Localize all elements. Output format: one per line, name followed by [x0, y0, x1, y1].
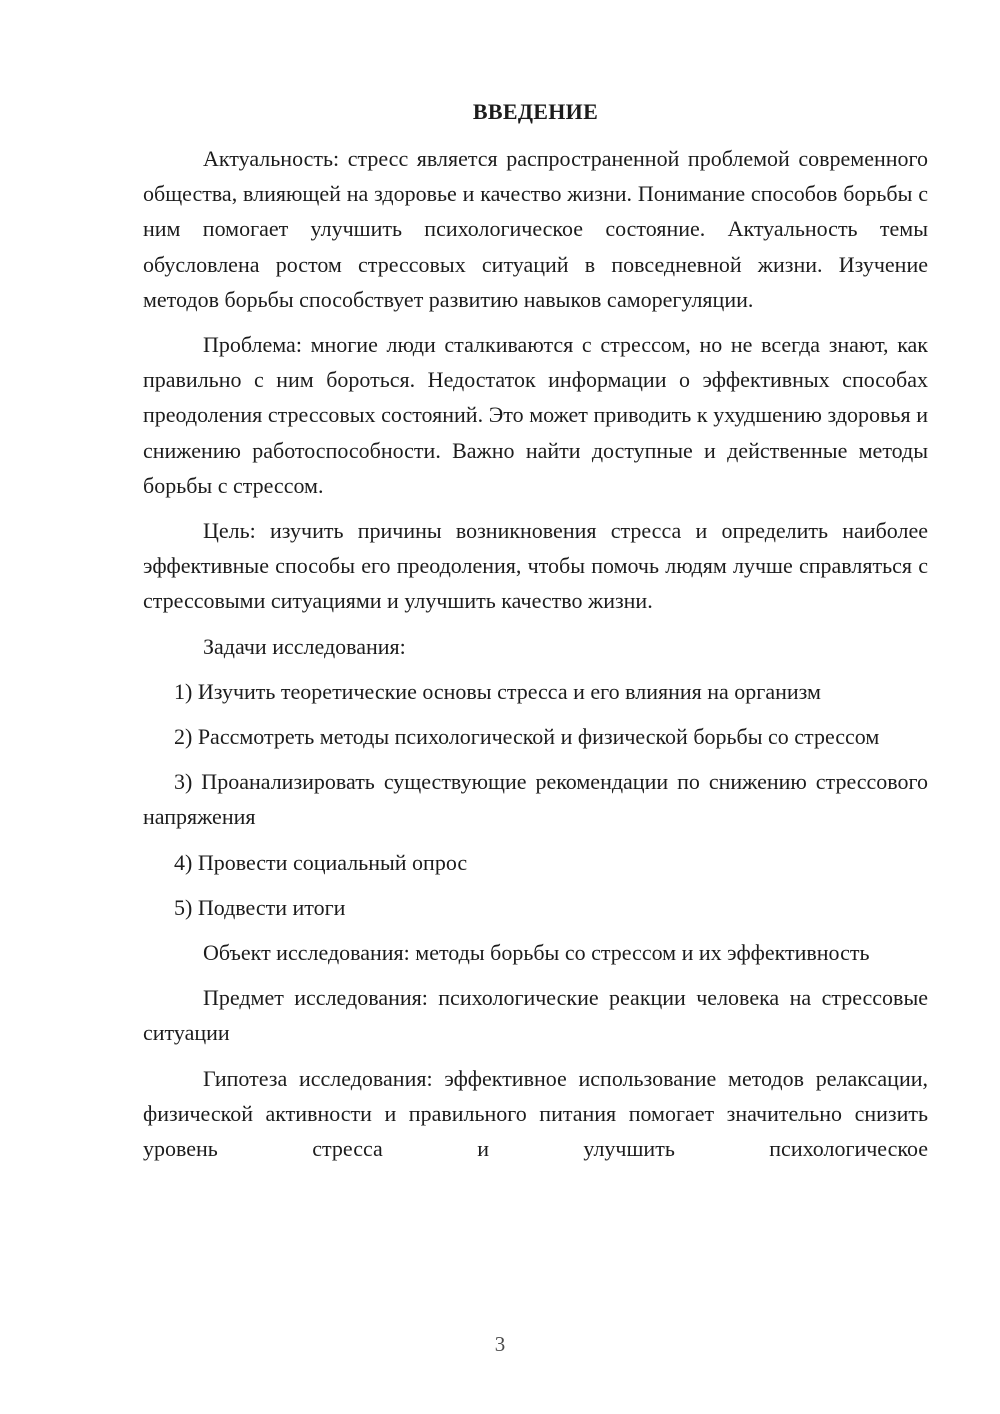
paragraph-relevance: Актуальность: стресс является распространенной проблемой современного общества, влияющей на здоровье и качество жизни. Понимание способов борьбы с ним помогает улучшить психологическое состояние. Актуальность темы обусловлена ростом стрессовых ситуаций в повседневной жизни. Изучение методов борьбы способствует развитию навыков саморегуляции. [143, 146, 928, 312]
page-title: ВВЕДЕНИЕ [472, 99, 599, 124]
paragraph-problem: Проблема: многие люди сталкиваются с стрессом, но не всегда знают, как правильно с ним бороться. Недостаток информации о эффективных способах преодоления стрессовых состояний. Это может приводить к ухудшению здоровья и снижению работоспособности. Важно найти доступные и действенные методы борьбы с стрессом. [143, 332, 928, 498]
tasks-heading: Задачи исследования: [203, 633, 406, 659]
task-item-4: 4) Провести социальный опрос [174, 849, 468, 875]
paragraph-research-object: Объект исследования: методы борьбы со стрессом и их эффективность [203, 940, 870, 966]
paragraph-goal: Цель: изучить причины возникновения стресса и определить наиболее эффективные способы его преодоления, чтобы помочь людям лучше справляться с стрессовыми ситуациями и улучшить качество жизни. [143, 518, 928, 614]
page-content [143, 94, 928, 1166]
task-item-2: 2) Рассмотреть методы психологической и физической борьбы со стрессом [174, 724, 880, 750]
paragraph-hypothesis: Гипотеза исследования: эффективное использование методов релаксации, физической активности и правильного питания помогает значительно снизить уровень стресса и улучшить психологическое [143, 1065, 928, 1162]
paragraph-research-subject: Предмет исследования: психологические реакции человека на стрессовые ситуации [143, 985, 928, 1046]
page-number: 3 [494, 1332, 506, 1356]
task-item-5: 5) Подвести итоги [174, 894, 346, 920]
task-item-3: 3) Проанализировать существующие рекомендации по снижению стрессового напряжения [143, 769, 928, 830]
task-item-1: 1) Изучить теоретические основы стресса и его влияния на организм [174, 678, 821, 704]
